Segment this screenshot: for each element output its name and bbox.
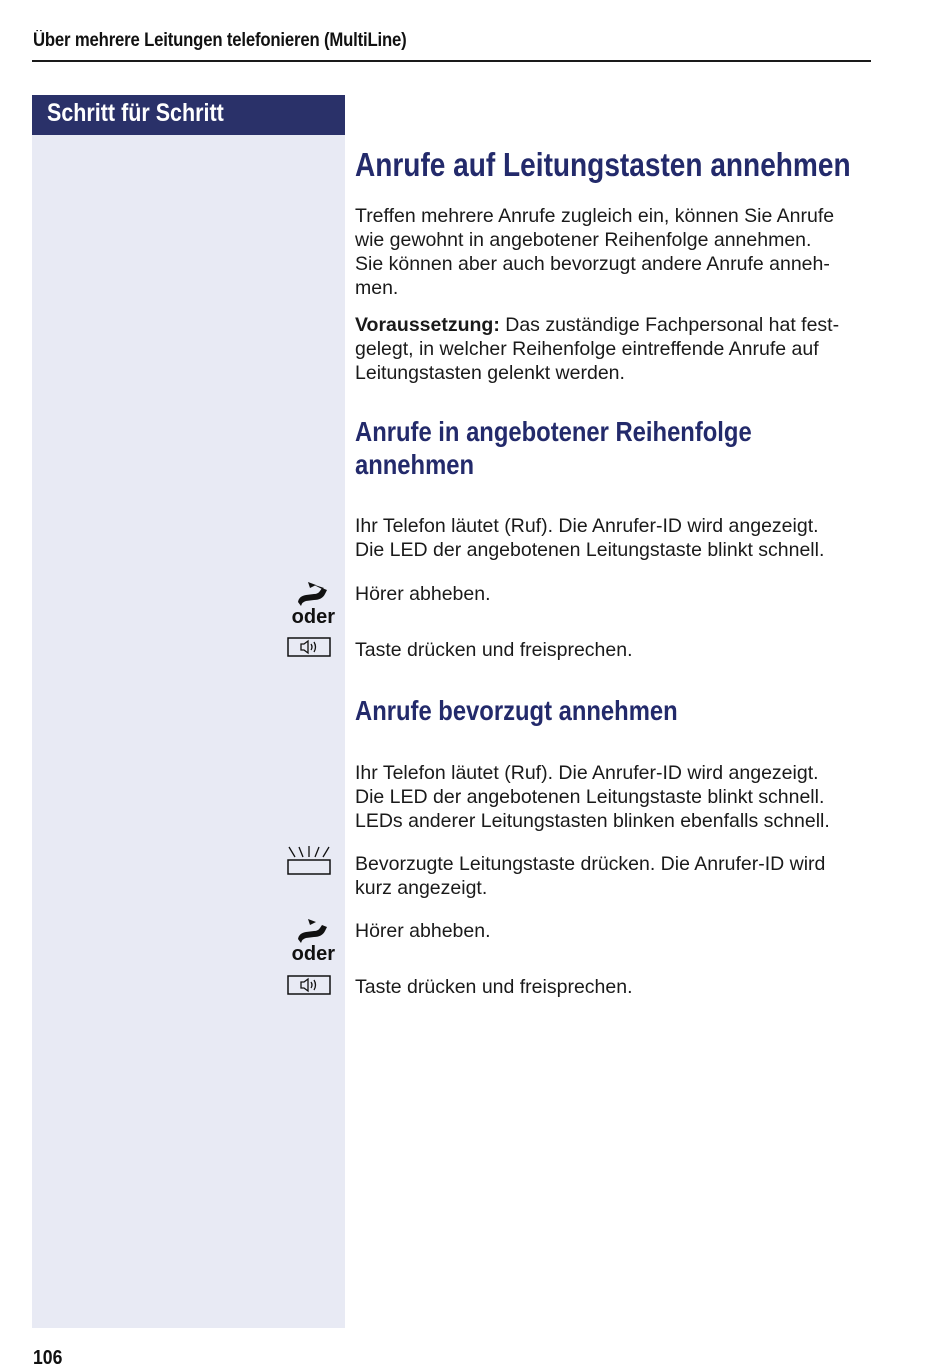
intro-line: wie gewohnt in angebotener Reihenfolge annehmen. bbox=[355, 229, 812, 251]
section-title-order bbox=[355, 415, 752, 481]
handset-lift-icon bbox=[296, 582, 334, 608]
section-title-main: Anrufe auf Leitungstasten annehmen bbox=[355, 146, 851, 183]
description-line: Die LED der angebotenen Leitungstaste blinkt schnell. bbox=[355, 786, 825, 808]
sidebar-title-bar bbox=[32, 95, 345, 135]
step-line: kurz angezeigt. bbox=[355, 877, 488, 899]
intro-line: men. bbox=[355, 277, 399, 299]
sidebar-title: Schritt für Schritt bbox=[47, 99, 224, 127]
header-rule bbox=[32, 60, 871, 62]
description-line: Ihr Telefon läutet (Ruf). Die Anrufer-ID wird angezeigt. bbox=[355, 762, 819, 784]
section-title-preferred: Anrufe bevorzugt annehmen bbox=[355, 695, 678, 726]
prerequisite-text: Das zuständige Fachpersonal hat fest- bbox=[499, 314, 840, 336]
or-label: oder bbox=[291, 943, 335, 965]
or-label: oder bbox=[291, 606, 335, 628]
step-line: Bevorzugte Leitungstaste drücken. Die Anrufer-ID wird bbox=[355, 853, 826, 875]
speaker-key-icon bbox=[287, 637, 331, 657]
intro-paragraph bbox=[355, 204, 875, 300]
blinking-line-key-icon bbox=[287, 845, 331, 877]
intro-line: Sie können aber auch bevorzugt andere Anrufe anneh- bbox=[355, 253, 830, 275]
prerequisite-paragraph bbox=[355, 313, 875, 385]
section-title-order-line: annehmen bbox=[355, 449, 475, 480]
preferred-description bbox=[355, 761, 875, 833]
description-line: LEDs anderer Leitungstasten blinken ebenfalls schnell. bbox=[355, 810, 830, 832]
section-title-order-line: Anrufe in angebotener Reihenfolge bbox=[355, 416, 752, 447]
step-speaker-text: Taste drücken und freisprechen. bbox=[355, 639, 633, 661]
page-number: 106 bbox=[33, 1347, 63, 1369]
order-description bbox=[355, 514, 875, 562]
running-header: Über mehrere Leitungen telefonieren (MultiLine) bbox=[33, 30, 407, 51]
prerequisite-label: Voraussetzung: bbox=[355, 314, 500, 336]
step-speaker-text: Taste drücken und freisprechen. bbox=[355, 976, 633, 998]
intro-line: Treffen mehrere Anrufe zugleich ein, können Sie Anrufe bbox=[355, 205, 835, 227]
step-by-step-sidebar bbox=[32, 95, 345, 1328]
speaker-key-icon bbox=[287, 975, 331, 995]
step-handset-text: Hörer abheben. bbox=[355, 583, 491, 605]
description-line: Die LED der angebotenen Leitungstaste blinkt schnell. bbox=[355, 539, 825, 561]
prerequisite-line: Leitungstasten gelenkt werden. bbox=[355, 362, 625, 384]
prerequisite-line: gelegt, in welcher Reihenfolge eintreffende Anrufe auf bbox=[355, 338, 819, 360]
handset-lift-icon bbox=[296, 919, 334, 945]
step-line-key-text bbox=[355, 852, 875, 900]
step-handset-text: Hörer abheben. bbox=[355, 920, 491, 942]
description-line: Ihr Telefon läutet (Ruf). Die Anrufer-ID wird angezeigt. bbox=[355, 515, 819, 537]
